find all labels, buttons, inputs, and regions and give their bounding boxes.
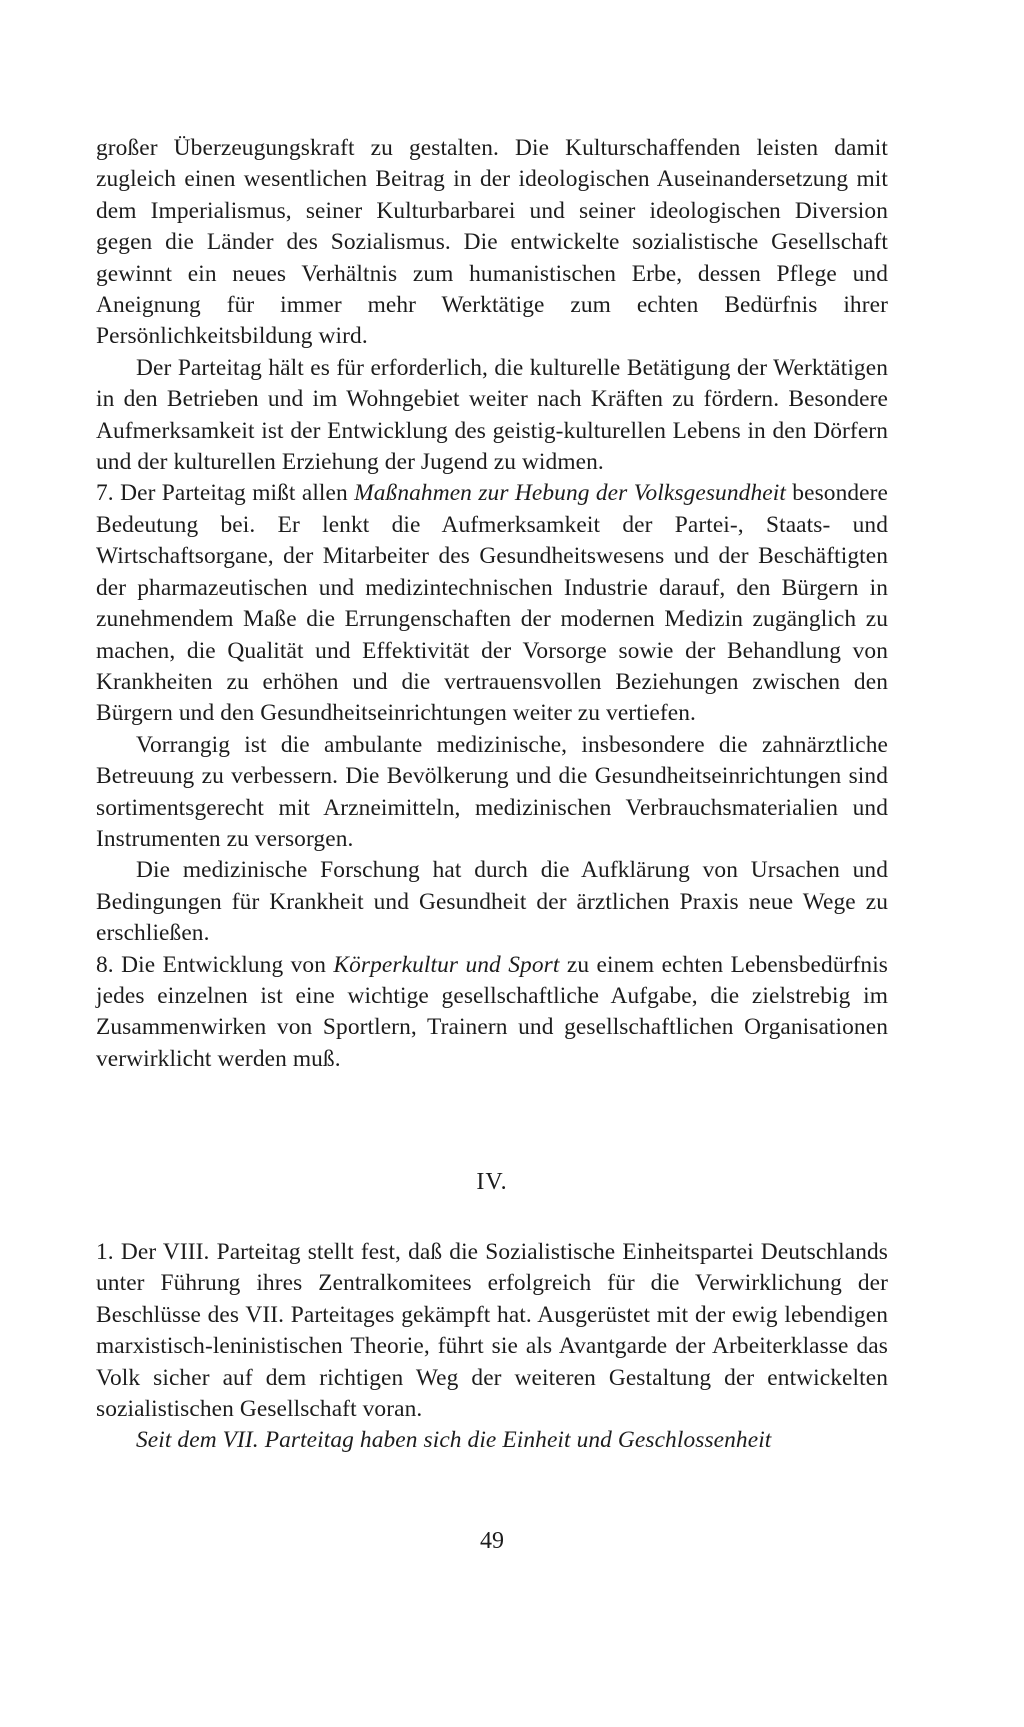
body-text: großer Überzeugungskraft zu gestalten. Die Kulturschaffenden leisten damit zugleich einen wesentlichen Beitrag in der ideologischen Auseinandersetzung mit dem Imperialismus, seiner Kulturbarbarei und seiner ideologischen Diversion gegen die Länder des Sozialismus. Die entwickelte sozialistische Gesellschaft gewinnt ein neues Verhältnis zum humanistischen Erbe, dessen Pflege und Aneignung für immer mehr Werktätige zum echten Bedürfnis ihrer Persönlichkeitsbildung wird. — [96, 135, 888, 350]
paragraph-s1 — [96, 1237, 888, 1425]
emphasized-text: Seit dem VII. Parteitag haben sich die Einheit und Geschlossenheit — [136, 1427, 772, 1454]
body-text: zu einem echten Lebensbedürfnis jedes einzelnen ist eine wichtige gesellschaftliche Aufgabe, die zielstrebig im Zusammenwirken von Sportlern, Trainern und gesellschaftlichen Organisationen verwirklicht werden muß. — [96, 951, 888, 1072]
section-text-block — [96, 1237, 888, 1457]
paragraph-p5 — [96, 855, 888, 949]
body-text: besondere Bedeutung bei. Er lenkt die Aufmerksamkeit der Partei-, Staats- und Wirtschaftsorgane, der Mitarbeiter des Gesundheitswesens und der Beschäftigten der pharmazeutischen und medizintechnischen Industrie darauf, den Bürgern in zunehmendem Maße die Errungenschaften der modernen Medizin zugänglich zu machen, die Qualität und Effektivität der Vorsorge sowie der Behandlung von Krankheiten zu erhöhen und die vertrauensvollen Beziehungen zwischen den Bürgern und den Gesundheitseinrichtungen weiter zu vertiefen. — [96, 480, 889, 727]
body-text: Die medizinische Forschung hat durch die Aufklärung von Ursachen und Bedingungen für Krankheit und Gesundheit der ärztlichen Praxis neue Wege zu erschließen. — [96, 857, 888, 947]
body-text: Vorrangig ist die ambulante medizinische, insbesondere die zahnärztliche Betreuung zu verbessern. Die Bevölkerung und die Gesundheitseinrichtungen sind sortimentsgerecht mit Arzneimitteln, medizinischen Verbrauchsmaterialien und Instrumenten zu versorgen. — [96, 731, 888, 852]
paragraph-p2 — [96, 353, 888, 479]
body-text: 1. Der VIII. Parteitag stellt fest, daß die Sozialistische Einheitspartei Deutschlands unter Führung ihres Zentralkomitees erfolgreich für die Verwirklichung der Beschlüsse des VII. Parteitages gekämpft hat. Ausgerüstet mit der ewig lebendigen marxistisch-leninistischen Theorie, führt sie als Avantgarde der Arbeiterklasse das Volk sicher auf dem richtigen Weg der weiteren Gestaltung der entwickelten sozialistischen Gesellschaft voran. — [96, 1239, 888, 1423]
paragraph-p6 — [96, 950, 888, 1076]
emphasized-text: Maßnahmen zur Hebung der Volksgesundheit — [354, 480, 786, 507]
paragraph-p1 — [96, 133, 888, 353]
paragraph-s2 — [96, 1425, 888, 1456]
body-text: 7. Der Parteitag mißt allen — [96, 480, 355, 507]
body-text: Der Parteitag hält es für erforderlich, die kulturelle Betätigung der Werktätigen in den Betrieben und im Wohngebiet weiter nach Kräften zu fördern. Besondere Aufmerksamkeit ist der Entwicklung des geistig-kulturellen Lebens in den Dörfern und der kulturellen Erziehung der Jugend zu widmen. — [96, 354, 888, 476]
body-text: 8. Die Entwicklung von — [96, 951, 334, 978]
paragraph-p3 — [96, 478, 888, 729]
paragraph-p4 — [96, 730, 888, 856]
page-number: 49 — [480, 1528, 504, 1554]
main-text-block — [96, 133, 888, 1075]
section-heading: IV. — [476, 1169, 508, 1195]
emphasized-text: Körperkultur und Sport — [333, 951, 560, 978]
